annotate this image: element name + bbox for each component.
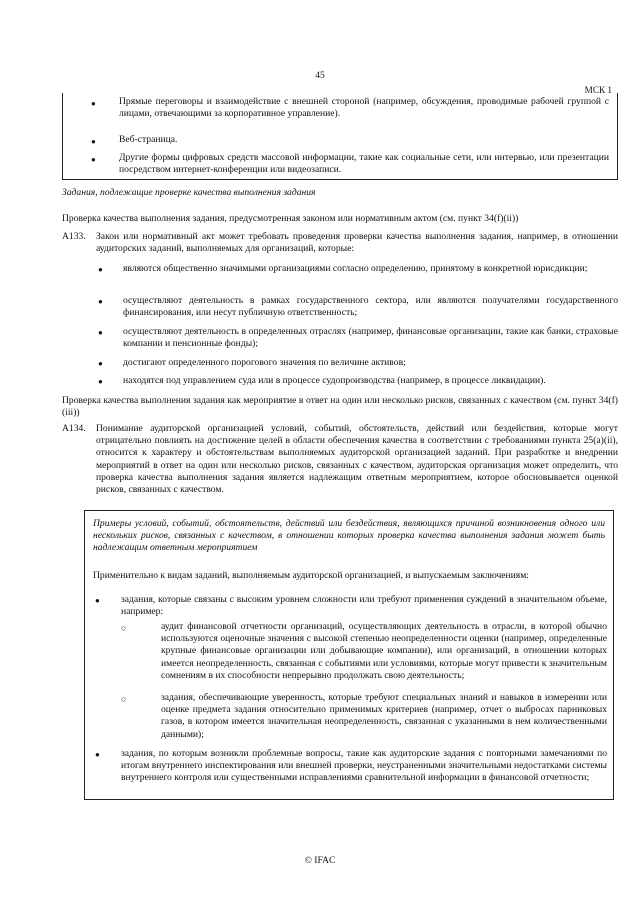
subheading-risk: Проверка качества выполнения задания как мероприятие в ответ на один или несколько рисков, связанных с качеством (см. пункт 34(f)(iii)) [62,395,618,419]
circle-bullet-icon: ○ [121,694,127,704]
paragraph-a134: Понимание аудиторской организацией условий, событий, обстоятельств, действий или бездействия, которые могут отрицательно повлиять на достижение целей в области обеспечения качества в соответствии с требованиями пункта 25(a)(ii), относится к характеру и обстоятельствам выполняемых аудиторской организацией заданий. При разработке и внедрении мероприятий в ответ на один или несколько рисков, связанных с качеством, аудиторская организация может определить, что проверка качества выполнения задания является надлежащим ответным мероприятием, которое обосновывается оценкой рисков, связанных с качеством. [96,423,618,496]
sub-list-item: задания, обеспечивающие уверенность, которые требуют специальных знаний и навыков в измерении или оценке предмета задания относительно применимых критериев (например, отчет о выбросах парниковых газов, в котором имеется значительная неопределенность, связанная с указанными в нем количественными данными); [161,692,607,740]
examples-intro: Применительно к видам заданий, выполняемым аудиторской организацией, и выпускаемым заключениям: [93,570,529,581]
bullet-icon: ● [91,99,96,108]
bullet-icon: ● [98,265,103,274]
bullet-icon: ● [98,297,103,306]
footer-copyright: © IFAC [304,855,336,866]
paragraph-a133: Закон или нормативный акт может требовать проведения проверки качества выполнения задания, например, в отношении аудиторских заданий, выполняемых для организаций, которые: [96,231,618,255]
document-code: МСК 1 [584,85,612,95]
list-item: осуществляют деятельность в определенных отраслях (например, финансовые организации, такие как банки, страховые компании и пенсионные фонды); [123,326,618,350]
bullet-icon: ● [95,750,100,759]
bullet-icon: ● [98,328,103,337]
bullet-icon: ● [91,137,96,146]
bullet-icon: ● [98,377,103,386]
bullet-icon: ● [91,155,96,164]
list-item: являются общественно значимыми организациями согласно определению, принятому в конкретной юрисдикции; [123,263,588,274]
list-item: осуществляют деятельность в рамках государственного сектора, или являются получателями государственного финансирования, или несут публичную ответственность; [123,295,618,319]
paragraph-number: A133. [62,231,86,242]
list-item: задания, которые связаны с высоким уровнем сложности или требуют применения суждений в значительном объеме, например: [121,594,607,618]
list-item: Веб-страница. [119,134,178,145]
bullet-icon: ● [98,359,103,368]
examples-title: Примеры условий, событий, обстоятельств, действий или бездействия, являющихся причиной возникновения одного или нескольких рисков, связанных с качеством, в отношении которых проверка качества выполнения задания может быть надлежащим ответным мероприятием [93,518,605,554]
list-item: достигают определенного порогового значения по величине активов; [123,357,406,368]
section-heading: Задания, подлежащие проверке качества выполнения задания [62,187,316,198]
examples-box [84,510,614,800]
list-item: Другие формы цифровых средств массовой информации, такие как социальные сети, или интервью, или презентации посредством интернет-конференции или видеозаписи. [119,152,609,176]
list-item: Прямые переговоры и взаимодействие с внешней стороной (например, обсуждения, проводимые рабочей группой с лицами, отвечающими за корпоративное управление). [119,96,609,120]
subheading-law: Проверка качества выполнения задания, предусмотренная законом или нормативным актом (см. пункт 34(f)(ii)) [62,213,519,224]
continued-list-box [62,93,618,180]
circle-bullet-icon: ○ [121,623,127,633]
sub-list-item: аудит финансовой отчетности организаций, осуществляющих деятельность в отрасли, в которой обычно используются оценочные значения с высокой степенью неопределенности оценки (например, определенные крупные финансовые организации или добывающие компании), или организаций, в отношении которых имеется неопределенность, связанная с событиями или условиями, которые могут привести к значительным сомнениям в их способности непрерывно продолжать свою деятельность; [161,621,607,681]
paragraph-number: A134. [62,423,86,434]
list-item: задания, по которым возникли проблемные вопросы, такие как аудиторские задания с повторными замечаниями по итогам внутреннего инспектирования или внешней проверки, неустраненными значительными недостатками системы внутреннего контроля или существенными исправлениями сравнительной информации в финансовой отчетности; [121,748,607,784]
bullet-icon: ● [95,596,100,605]
page-number: 45 [315,70,325,81]
list-item: находятся под управлением суда или в процессе судопроизводства (например, в процессе ликвидации). [123,375,546,386]
